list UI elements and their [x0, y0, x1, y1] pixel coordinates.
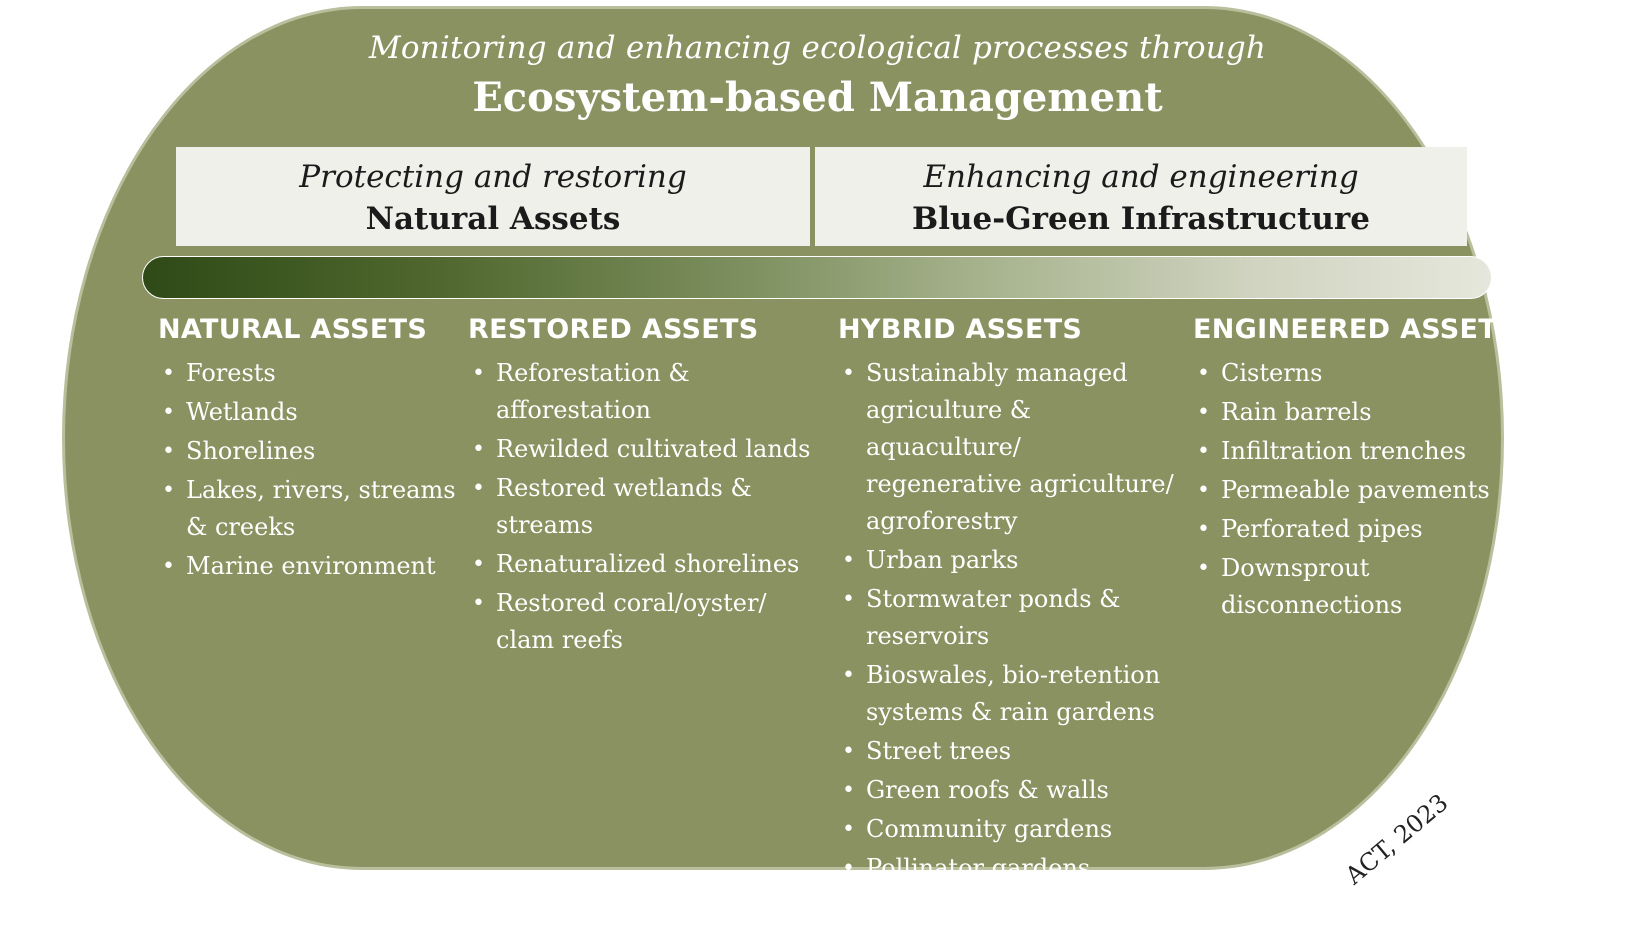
natural-assets-panel: [176, 147, 810, 246]
list-item: • Cisterns: [1221, 355, 1553, 392]
list-item: • Permeable pavements: [1221, 472, 1553, 509]
list-item: • Forests: [186, 355, 458, 392]
list-item: • Lakes, rivers, streams & creeks: [186, 472, 458, 546]
column-heading: RESTORED ASSETS: [468, 314, 759, 345]
natural-assets-column: [158, 313, 458, 587]
asset-list: [158, 355, 458, 585]
natural-to-engineered-gradient-bar: [142, 256, 1492, 299]
list-item: • Downsprout disconnections: [1221, 550, 1553, 624]
list-item: • Street trees: [866, 733, 1178, 770]
list-item: • Renaturalized shorelines: [496, 546, 813, 583]
list-item: • Marine environment: [186, 548, 458, 585]
list-item: • Green roofs & walls: [866, 772, 1178, 809]
column-heading: HYBRID ASSETS: [838, 314, 1083, 345]
list-item: • Restored coral/oyster/ clam reefs: [496, 585, 813, 659]
list-item: • Community gardens: [866, 811, 1178, 848]
panel-right-line2: Blue-Green Infrastructure: [912, 201, 1370, 237]
list-item: • Sustainably managed agriculture & aquaculture/ regenerative agriculture/ agroforestry: [866, 355, 1178, 540]
asset-list: [1193, 355, 1553, 624]
engineered-assets-column: [1193, 313, 1553, 626]
list-item: • Reforestation & afforestation: [496, 355, 813, 429]
list-item: • Infiltration trenches: [1221, 433, 1553, 470]
hybrid-assets-column: [838, 313, 1178, 928]
asset-list: [468, 355, 813, 659]
list-item: • Pollinator gardens: [866, 850, 1178, 887]
list-item: • Restored wetlands & streams: [496, 470, 813, 544]
list-item: • Stormwater ponds & reservoirs: [866, 581, 1178, 655]
panel-right-line1: Enhancing and engineering: [923, 159, 1359, 195]
list-item: • Shorelines: [186, 433, 458, 470]
list-item: • Wetlands: [186, 394, 458, 431]
column-heading: NATURAL ASSETS: [158, 314, 428, 345]
diagram-title: Ecosystem-based Management: [472, 74, 1163, 121]
panel-left-line1: Protecting and restoring: [299, 159, 687, 195]
list-item: • Urban parks: [866, 542, 1178, 579]
diagram-subtitle: Monitoring and enhancing ecological processes through: [368, 30, 1267, 66]
restored-assets-column: [468, 313, 813, 661]
column-heading: ENGINEERED ASSETS: [1193, 314, 1517, 345]
list-item: • Rewilded cultivated lands: [496, 431, 813, 468]
blue-green-infrastructure-panel: [815, 147, 1467, 246]
list-item: • Bioswales, bio-retention systems & rain gardens: [866, 657, 1178, 731]
source-credit: ACT, 2023: [1340, 788, 1454, 890]
list-item: • Perforated pipes: [1221, 511, 1553, 548]
asset-list: [838, 355, 1178, 926]
panel-left-line2: Natural Assets: [365, 201, 621, 237]
list-item: • Rain barrels: [1221, 394, 1553, 431]
list-item: • Xeriscaping: [866, 889, 1178, 926]
